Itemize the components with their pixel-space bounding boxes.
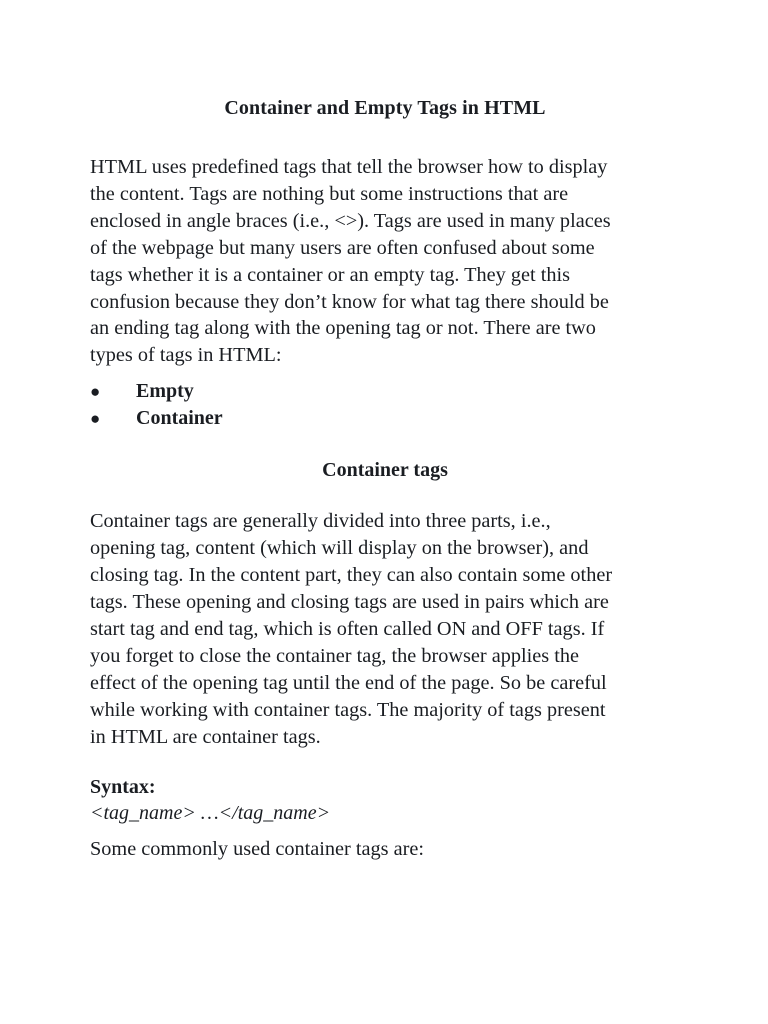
intro-line: types of tags in HTML: (90, 344, 282, 367)
section-line: Container tags are generally divided into three parts, i.e., (90, 510, 551, 533)
syntax-code: <tag_name> …</tag_name> (90, 802, 331, 825)
section-line: start tag and end tag, which is often called ON and OFF tags. If (90, 617, 605, 640)
list-item-empty (90, 378, 680, 405)
section-line: closing tag. In the content part, they can also contain some other (90, 564, 613, 587)
section-line: effect of the opening tag until the end of the page. So be careful (90, 671, 607, 694)
intro-line: of the webpage but many users are often confused about some (90, 236, 595, 259)
intro-line: enclosed in angle braces (i.e., <>). Tags are used in many places (90, 209, 611, 232)
section-line: tags. These opening and closing tags are used in pairs which are (90, 590, 609, 613)
section-line: in HTML are container tags. (90, 725, 321, 748)
bullet-icon: ● (90, 382, 101, 402)
document-title: Container and Empty Tags in HTML (224, 97, 546, 119)
intro-line: HTML uses predefined tags that tell the browser how to display (90, 156, 608, 178)
syntax-label: Syntax: (90, 776, 156, 799)
list-item-label: Container (136, 407, 223, 430)
section-line: while working with container tags. The majority of tags present (90, 698, 606, 721)
section-heading: Container tags (322, 459, 448, 482)
section-line: opening tag, content (which will display on the browser), and (90, 537, 589, 560)
intro-line: tags whether it is a container or an empty tag. They get this (90, 263, 571, 286)
bullet-icon: ● (90, 409, 101, 429)
intro-line: an ending tag along with the opening tag or not. There are two (90, 317, 596, 340)
document-content (90, 96, 680, 862)
section-line: you forget to close the container tag, the browser applies the (90, 644, 580, 667)
tag-types-list (90, 378, 680, 432)
list-item-container (90, 405, 680, 432)
intro-line: confusion because they don’t know for what tag there should be (90, 290, 609, 313)
container-tags-paragraph (90, 508, 680, 750)
closing-line: Some commonly used container tags are: (90, 838, 424, 861)
intro-line: the content. Tags are nothing but some instructions that are (90, 182, 569, 205)
list-item-label: Empty (136, 380, 194, 403)
intro-paragraph (90, 154, 680, 369)
